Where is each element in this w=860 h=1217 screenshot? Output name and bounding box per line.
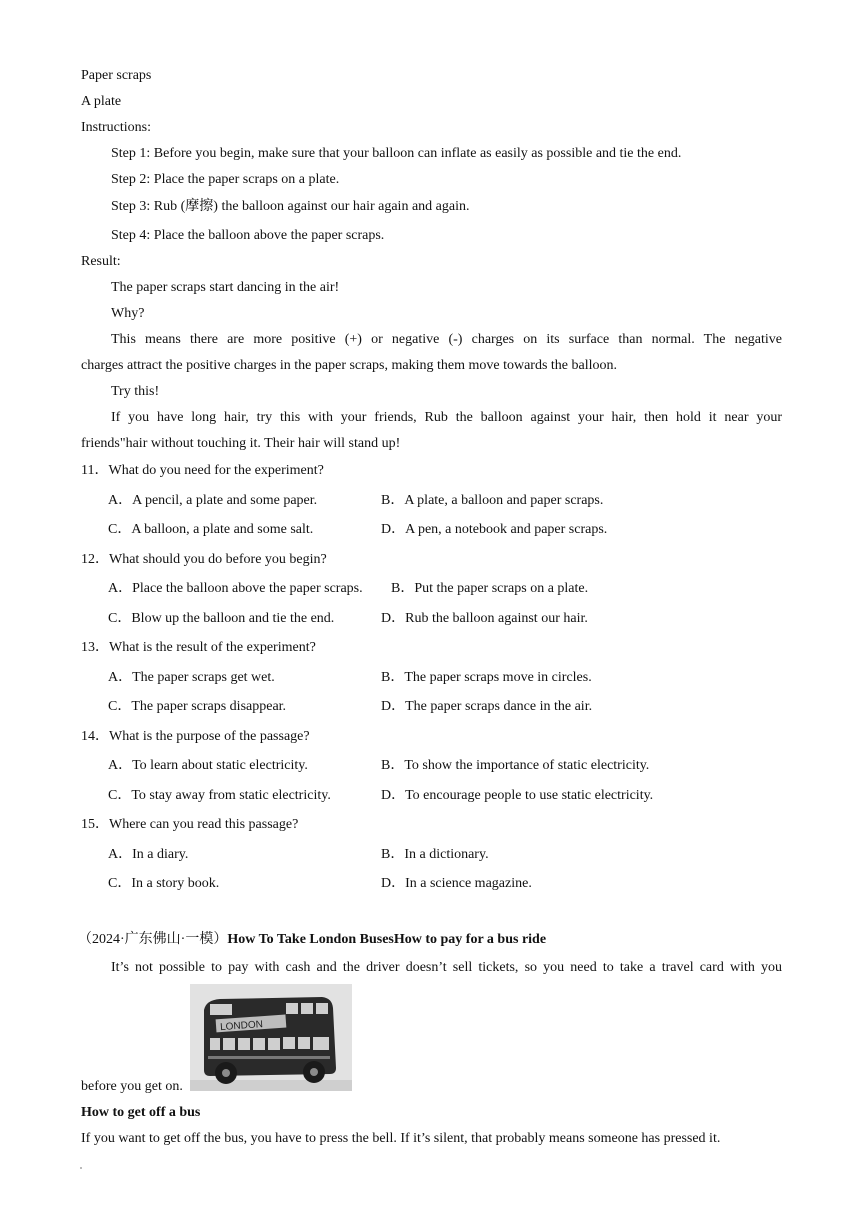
get-off-text: If you want to get off the bus, you have to press the bell. If it’s silent, that probably means someone has pressed it.	[81, 1131, 721, 1146]
step-2: Step 2: Place the paper scraps on a plate.	[111, 172, 340, 187]
question-13: 13．What is the result of the experiment?	[81, 640, 316, 655]
pay-line-1: It’s not possible to pay with cash and the driver doesn’t sell tickets, so you need to take a travel card with you	[111, 960, 782, 975]
step-4: Step 4: Place the balloon above the paper scraps.	[111, 228, 385, 243]
page-mark	[80, 1167, 82, 1169]
material-plate: A plate	[81, 94, 122, 109]
option-12-a: A．Place the balloon above the paper scraps.	[108, 581, 363, 596]
passage-2-header	[78, 931, 546, 949]
why-label: Why?	[111, 306, 145, 321]
bus-sign-text: LONDON	[219, 1019, 264, 1034]
option-11-c: C．A balloon, a plate and some salt.	[108, 522, 314, 537]
instructions-label: Instructions:	[81, 120, 151, 135]
option-12-c: C．Blow up the balloon and tie the end.	[108, 611, 335, 626]
why-line-1: This means there are more positive (+) or negative (-) charges on its surface than normal. The negative	[111, 332, 782, 347]
passage-source: （2024·广东佛山·一模）	[78, 932, 228, 947]
option-15-b: B．In a dictionary.	[381, 847, 489, 862]
why-line-2: charges attract the positive charges in the paper scraps, making them move towards the balloon.	[81, 358, 617, 373]
option-11-a: A．A pencil, a plate and some paper.	[108, 493, 318, 508]
question-15: 15．Where can you read this passage?	[81, 817, 299, 832]
step-1: Step 1: Before you begin, make sure that your balloon can inflate as easily as possible and tie the end.	[111, 146, 682, 161]
option-15-a: A．In a diary.	[108, 847, 189, 862]
get-off-heading: How to get off a bus	[81, 1105, 201, 1120]
option-14-b: B．To show the importance of static electricity.	[381, 758, 650, 773]
option-13-d: D．The paper scraps dance in the air.	[381, 699, 593, 714]
option-14-c: C．To stay away from static electricity.	[108, 788, 331, 803]
question-12: 12．What should you do before you begin?	[81, 552, 327, 567]
option-15-d: D．In a science magazine.	[381, 876, 532, 891]
option-14-a: A．To learn about static electricity.	[108, 758, 308, 773]
pay-line-2: before you get on.	[81, 1079, 183, 1094]
option-14-d: D．To encourage people to use static electricity.	[381, 788, 654, 803]
option-11-b: B．A plate, a balloon and paper scraps.	[381, 493, 604, 508]
option-12-d: D．Rub the balloon against our hair.	[381, 611, 588, 626]
question-14: 14．What is the purpose of the passage?	[81, 729, 310, 744]
result-label: Result:	[81, 254, 121, 269]
option-13-c: C．The paper scraps disappear.	[108, 699, 287, 714]
step-3: Step 3: Rub (摩擦) the balloon against our hair again and again.	[111, 199, 470, 214]
option-11-d: D．A pen, a notebook and paper scraps.	[381, 522, 608, 537]
try-line-2: friends"hair without touching it. Their hair will stand up!	[81, 436, 401, 451]
try-label: Try this!	[111, 384, 160, 399]
option-12-b: B．Put the paper scraps on a plate.	[391, 581, 589, 596]
option-13-a: A．The paper scraps get wet.	[108, 670, 275, 685]
result-text: The paper scraps start dancing in the air!	[111, 280, 340, 295]
option-15-c: C．In a story book.	[108, 876, 220, 891]
question-11: 11．What do you need for the experiment?	[81, 463, 324, 478]
option-13-b: B．The paper scraps move in circles.	[381, 670, 592, 685]
try-line-1: If you have long hair, try this with your friends, Rub the balloon against your hair, then hold it near your	[111, 410, 782, 425]
material-paper-scraps: Paper scraps	[81, 68, 152, 83]
london-bus-image	[190, 984, 352, 1091]
passage-title: How To Take London BusesHow to pay for a bus ride	[227, 932, 547, 947]
